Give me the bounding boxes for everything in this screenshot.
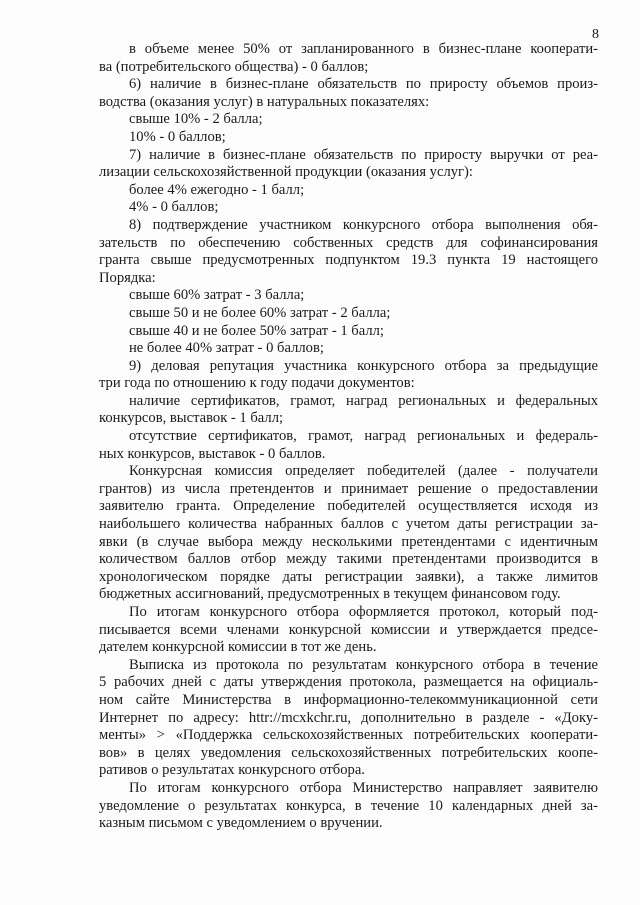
text-line: По итогам конкурсного отбора оформляется протокол, который под- xyxy=(129,604,598,620)
text-line: Выписка из протокола по результатам конкурсного отбора в течение xyxy=(129,656,598,673)
text-line: вов» в целях уведомления сельскохозяйственных потребительских коопе- xyxy=(99,744,598,761)
text-line: 6) наличие в бизнес-плане обязательств по приросту объемов произ- xyxy=(129,76,598,93)
text-line: 9) деловая репутация участника конкурсного отбора за предыдущие xyxy=(129,357,598,374)
text-line: Конкурсная комиссия определяет победителей (далее - получатели xyxy=(129,463,598,480)
text-line: свыше 10% - 2 балла; xyxy=(129,111,263,128)
document-body xyxy=(99,41,598,833)
text-line: грантов) из числа претендентов и принимает решение о предоставлении xyxy=(99,480,598,497)
text-line: ном сайте Министерства в информационно-телекоммуникационной сети xyxy=(99,691,598,708)
text-line: три года по отношению к году подачи документов: xyxy=(99,375,415,392)
text-line: гранта свыше предусмотренных подпунктом 19.3 пункта 19 настоящего xyxy=(99,252,598,269)
text-line: казным письмом с уведомлением о вручении. xyxy=(99,815,383,832)
text-line: бюджетных ассигнований, предусмотренных в текущем финансовом году. xyxy=(99,586,561,603)
text-line: 8) подтверждение участником конкурсного отбора выполнения обя- xyxy=(129,216,598,233)
text-line: хронологическом порядке даты регистрации заявки), а также лимитов xyxy=(99,568,598,585)
text-line: ных конкурсов, выставок - 0 баллов. xyxy=(99,445,326,462)
text-line: уведомление о результатах конкурса, в течение 10 календарных дней за- xyxy=(99,797,598,814)
text-line: явки (в случае выбора между несколькими претендентами с идентичным xyxy=(99,533,598,550)
text-line: отсутствие сертификатов, грамот, наград региональных и федераль- xyxy=(129,428,598,445)
text-line: зательств по обеспечению собственных средств для софинансирования xyxy=(99,234,598,251)
text-line: лизации сельскохозяйственной продукции (оказания услуг): xyxy=(99,164,473,181)
text-line: дателем конкурсной комиссии в тот же день. xyxy=(99,639,377,656)
text-line: заявителю гранта. Определение победителей осуществляется исходя из xyxy=(99,498,598,515)
text-line: Порядка: xyxy=(99,269,156,286)
text-line: конкурсов, выставок - 1 балл; xyxy=(99,410,284,427)
text-line: писывается всеми членами конкурсной комиссии и утверждается предсе- xyxy=(99,621,598,638)
text-line: 7) наличие в бизнес-плане обязательств по приросту выручки от реа- xyxy=(129,146,598,163)
text-line: свыше 60% затрат - 3 балла; xyxy=(129,287,305,304)
page-number: 8 xyxy=(592,27,599,42)
text-line: менты» > «Поддержка сельскохозяйственных потребительских кооперати- xyxy=(99,727,598,744)
text-line: 5 рабочих дней с даты утверждения протокола, размещается на официаль- xyxy=(99,674,598,691)
text-line: 4% - 0 баллов; xyxy=(129,199,219,216)
text-line: 10% - 0 баллов; xyxy=(129,128,226,145)
text-line: ративов о результатах конкурсного отбора. xyxy=(99,762,365,779)
text-line: Интернет по адресу: httr://mcxkchr.ru, дополнительно в разделе - «Доку- xyxy=(99,709,598,726)
text-line: более 4% ежегодно - 1 балл; xyxy=(129,181,305,198)
text-line: в объеме менее 50% от запланированного в бизнес-плане кооперати- xyxy=(129,41,598,57)
text-line: наибольшего количества набранных баллов с учетом даты регистрации за- xyxy=(99,516,598,533)
text-line: не более 40% затрат - 0 баллов; xyxy=(129,340,324,357)
text-line: водства (оказания услуг) в натуральных показателях: xyxy=(99,93,430,110)
text-line: свыше 40 и не более 50% затрат - 1 балл; xyxy=(129,322,384,339)
text-line: наличие сертификатов, грамот, наград региональных и федеральных xyxy=(129,392,598,409)
text-line: свыше 50 и не более 60% затрат - 2 балла; xyxy=(129,304,391,321)
text-line: По итогам конкурсного отбора Министерство направляет заявителю xyxy=(129,779,598,796)
text-line: количеством баллов отбор между такими претендентами производится в xyxy=(99,551,598,568)
text-line: ва (потребительского общества) - 0 баллов; xyxy=(99,58,369,75)
